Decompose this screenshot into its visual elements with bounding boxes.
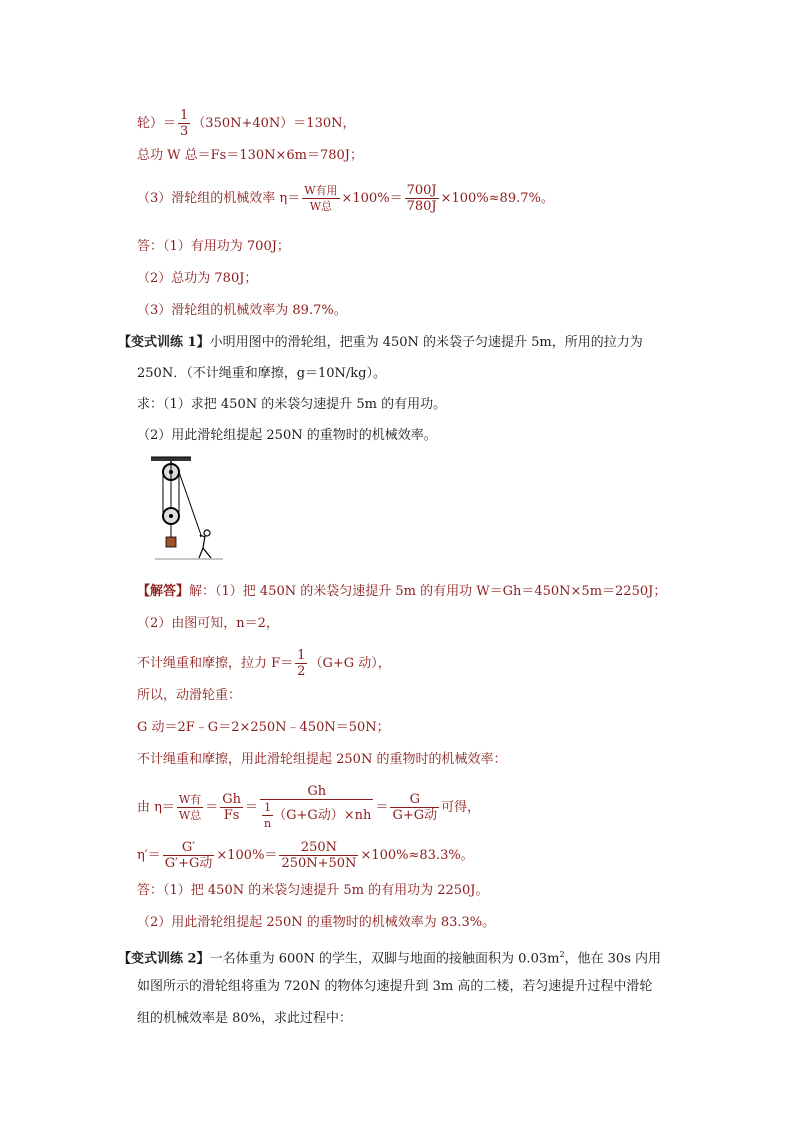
- answer2-line2: （2）用此滑轮组提起 250N 的重物时的机械效率为 83.3%。: [137, 915, 496, 930]
- line-a-suffix: （350N+40N）＝130N，: [192, 116, 356, 131]
- variant1-line1: 【变式训练 1】小明用图中的滑轮组，把重为 450N 的米袋子匀速提升 5m，所用的拉力为: [118, 335, 643, 350]
- variant1-tag: 【变式训练 1】: [118, 335, 210, 350]
- solution2-step2: （2）由图可知，n＝2，: [137, 616, 279, 631]
- solution2-step6: 不计绳重和摩擦，用此滑轮组提起 250N 的重物时的机械效率：: [137, 752, 507, 767]
- fraction-one-third: $\frac{1}{3}$: [180, 108, 189, 139]
- variant2-line1: 【变式训练 2】一名体重为 600N 的学生，双脚与地面的接触面积为 $0.03m^2$，他在 30s 内用: [118, 950, 662, 967]
- answer1-line2: （2）总功为 780J；: [137, 271, 258, 286]
- fraction-250-300: $\frac{250N}{250N+50N}$: [281, 840, 357, 871]
- solution2-efficiency: η′＝ $\frac{G'}{\text{G′+G动}}$ ×100%＝ $\frac{250N}{250N+50N}$ ×100%≈83.3%。: [137, 840, 474, 871]
- variant1-question2: （2）用此滑轮组提起 250N 的重物时的机械效率。: [137, 428, 437, 443]
- answer1-line1: 答：（1）有用功为 700J；: [137, 239, 290, 254]
- solution1-line-a: [137, 108, 355, 139]
- solution2-step3: 不计绳重和摩擦，拉力 F＝ $\frac{1}{2}$ （G+G 动），: [137, 648, 391, 679]
- fraction-g-ratio: $\frac{G}{\text{G+G动}}$: [392, 792, 438, 823]
- solution2-step5: G 动＝2F﹣G＝2×250N﹣450N＝50N；: [137, 720, 390, 735]
- solution2-step4: 所以，动滑轮重：: [137, 688, 242, 703]
- fraction-one-half: $\frac{1}{2}$: [297, 648, 306, 679]
- load-box: [166, 537, 176, 547]
- variant2-tag: 【变式训练 2】: [118, 951, 210, 967]
- variant2-line3: 组的机械效率是 80%，求此过程中：: [137, 1011, 353, 1026]
- fraction-w-ratio: $\frac{\text{W有}}{\text{W总}}$: [178, 793, 202, 822]
- fraction-gh-fs: $\frac{Gh}{Fs}$: [222, 792, 242, 823]
- answer1-line3: （3）滑轮组的机械效率为 89.7%。: [137, 303, 347, 318]
- pull-rope: [179, 472, 201, 535]
- variant1-line2: 250N．（不计绳重和摩擦，g＝10N/kg）。: [137, 366, 387, 381]
- answer2-line1: 答：（1）把 450N 的米袋匀速提升 5m 的有用功为 2250J。: [137, 883, 489, 898]
- variant1-question1: 求：（1）求把 450N 的米袋匀速提升 5m 的有用功。: [137, 397, 447, 412]
- pulley-system-figure: [147, 455, 227, 565]
- variant2-line2: 如图所示的滑轮组将重为 720N 的物体匀速提升到 3m 高的二楼，若匀速提升过程中滑轮: [137, 979, 653, 994]
- ceiling-beam: [151, 457, 191, 461]
- solution2-derivation: 由 η＝ $\frac{\text{W有}}{\text{W总}}$ ＝ $\frac{Gh}{Fs}$ ＝ Gh $\frac{1}{n}$ （G+G动）×nh ＝ $\frac{G}{\text{G+G动}}$ 可得，: [137, 784, 481, 830]
- fraction-gh-expanded: Gh $\frac{1}{n}$ （G+G动）×nh: [260, 784, 373, 831]
- fraction-700-780: $\frac{700J}{780J}$: [406, 183, 437, 214]
- line-a-prefix: 轮）＝: [137, 116, 177, 131]
- fraction-w-useful-total: $\frac{\text{W有用}}{\text{W总}}$: [304, 184, 338, 213]
- answer-tag: 【解答】: [137, 584, 190, 599]
- solution2-step1: 【解答】解：（1）把 450N 的米袋匀速提升 5m 的有用功 W＝Gh＝450N×5m＝2250J；: [137, 584, 667, 599]
- total-work-line: 总功 W 总＝Fs＝130N×6m＝780J；: [137, 148, 364, 163]
- efficiency-line: （3）滑轮组的机械效率 η＝ $\frac{\text{W有用}}{\text{W总}}$ ×100%＝ $\frac{700J}{780J}$ ×100%≈89.7%。: [137, 183, 554, 214]
- fraction-g-prime: $\frac{G'}{\text{G′+G动}}$: [164, 840, 213, 871]
